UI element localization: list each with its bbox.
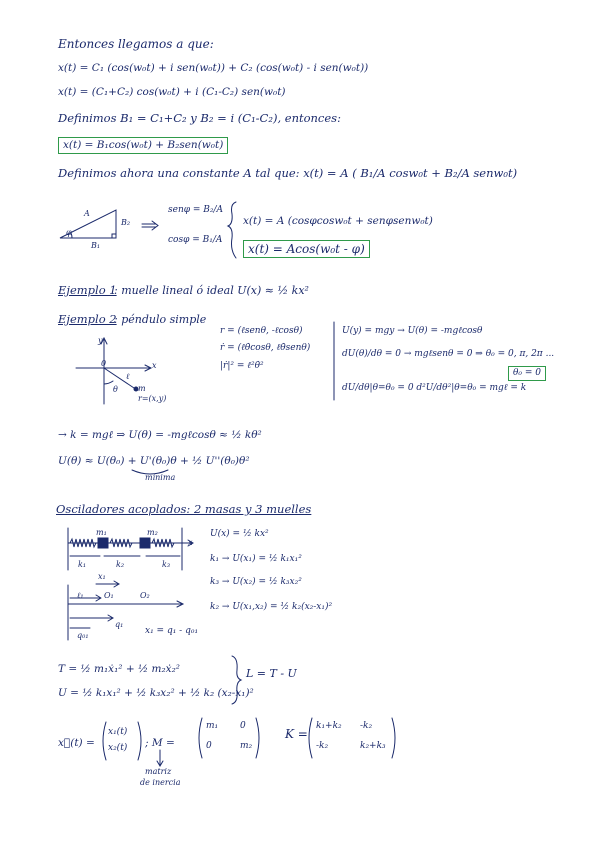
stiffness-matrix-k12: -k₂ [360,721,373,731]
pendulum-axis-x: x [152,361,157,370]
equation-xt-complex: x(t) = C₁ (cos(w₀t) + i sen(w₀t)) + C₂ (cos(w₀t) - i sen(w₀t)) [58,62,369,74]
spring-k2-potential: k₂ → U(x₁,x₂) = ½ k₂(x₂-x₁)² [210,602,333,612]
coordinate-label-q01: q₀₁ [77,631,89,640]
pendulum-angle-arc [104,381,113,384]
stiffness-matrix-label: K = [285,727,308,741]
boxed-equation-xt: x(t) = B₁cos(w₀t) + B₂sen(w₀t) [58,137,228,154]
velocity-vector: ṙ = (ℓθ̇cosθ, ℓθ̇senθ) [220,343,311,353]
pendulum-length-label: ℓ [126,372,130,381]
stiffness-matrix-k21: -k₂ [316,741,329,751]
example-2-text: : péndulo simple [114,313,207,326]
x-axis-arrow [182,540,193,546]
triangle-right-angle [112,234,116,238]
spring-k2-coil [110,539,132,547]
example-1-text: : muelle lineal ó ideal U(x) ≈ ½ kx² [114,284,309,297]
spring-k3-potential: k₃ → U(x₂) = ½ k₃x₂² [210,577,302,587]
q-arrow [70,615,113,621]
displacement-label-x1: x₁ [98,572,106,581]
pendulum-bob [134,387,138,391]
stiffness-matrix-k11: k₁+k₂ [316,721,342,731]
origin-label-o1: O₁ [104,591,114,600]
minima-note: mínima [145,473,176,482]
intro-line: Entonces llegamos a que: [58,37,214,51]
equation-k-mgl: → k = mgℓ ⇒ U(θ) = -mgℓcosθ ≈ ½ kθ² [58,429,262,441]
pendulum-rod [104,368,134,388]
coupled-oscillators-title: Osciladores acoplados: 2 masas y 3 muelles [56,502,312,516]
displacement-arrow [96,581,119,587]
definition-b1-b2: Definimos B₁ = C₁+C₂ y B₂ = i (C₁-C₂), entonces: [58,111,341,125]
taylor-expansion: U(θ) ≈ U(θ₀) + U'(θ₀)θ + ½ U''(θ₀)θ² [58,455,250,467]
right-triangle [60,210,116,238]
lagrangian-brace [232,656,241,704]
pendulum-x-axis [76,365,151,371]
triangle-label-b1: B₁ [91,241,101,250]
stiffness-left-paren [309,718,312,758]
kinetic-energy: T = ½ m₁ẋ₁² + ½ m₂ẋ₂² [58,663,180,675]
mass-block-m1 [98,538,108,548]
displacement-definition: x₁ = q₁ - q₀₁ [145,626,199,636]
example-1-title: Ejemplo 1 [58,283,117,297]
pendulum-position-label: r=(x,y) [138,394,167,403]
implies-arrow [142,221,158,230]
position-vector: r = (ℓsenθ, -ℓcosθ) [220,326,303,336]
reference-axis [68,601,183,607]
cos-phi-relation: cosφ = B₁/A [168,235,223,245]
equation-xt-phase-expanded: x(t) = A (cosφcosw₀t + senφsenw₀t) [243,215,433,227]
pendulum-y-axis [101,338,107,404]
triangle-label-phi: φ [66,228,72,237]
mass-left-paren [199,718,202,758]
pendulum-axis-y: y [98,336,103,345]
potential-energy-pendulum: U(y) = mgy → U(θ) = -mgℓcosθ [342,326,483,336]
curly-brace-phase [228,202,236,258]
xvec-right-paren [138,722,141,760]
triangle-label-a: A [84,209,90,218]
mass-matrix-m11: m₁ [206,721,219,731]
definition-constant-a: Definimos ahora una constante A tal que: x(t) = A ( B₁/A cosw₀t + B₂/A senw₀t) [58,166,518,180]
mass-matrix-m12: 0 [240,721,246,731]
sin-phi-relation: senφ = B₂/A [168,205,224,215]
pendulum-mass-label: m [138,384,146,393]
spring-label-k1: k₁ [78,560,87,569]
triangle-angle-arc [71,233,72,238]
triangle-label-b2: B₂ [121,218,131,227]
pendulum-angle-label: θ [113,385,118,394]
matrix-caption-arrow [157,750,163,766]
origin-label-o2: O₂ [140,591,150,600]
mass-matrix-m22: m₂ [240,741,253,751]
state-vector-label: x⃗(t) = [58,737,95,749]
spring-axis-x: x [188,538,193,547]
spring-label-k3: k₃ [162,560,171,569]
equation-xt-grouped: x(t) = (C₁+C₂) cos(w₀t) + i (C₁-C₂) sen(w₀t) [58,86,286,98]
minima-brace [132,470,168,474]
matrix-caption-line2: de inercia [140,778,181,787]
example-2-title: Ejemplo 2 [58,312,117,326]
stiffness-matrix-k22: k₂+k₃ [360,741,386,751]
mass-matrix-m21: 0 [206,741,212,751]
spring-potential-general: U(x) = ½ kx² [210,529,269,539]
spring-label-k2: k₂ [116,560,125,569]
xvec-left-paren [103,722,106,760]
velocity-squared: |ṙ|² = ℓ²θ̇² [220,361,264,371]
mass-block-m2 [140,538,150,548]
mass-matrix-label: ; M = [145,737,175,749]
second-derivative-condition: dU/dθ|θ=θ₀ = 0 d²U/dθ²|θ=θ₀ = mgℓ = k [342,383,527,393]
xvec-entry-1: x₁(t) [108,727,128,737]
potential-energy-total: U = ½ k₁x₁² + ½ k₃x₂² + ½ k₂ (x₂-x₁)² [58,687,254,699]
equilibrium-condition: dU(θ)/dθ = 0 → mgℓsenθ = 0 ⇒ θ₀ = 0, π, 2π ... [342,349,555,359]
spring-k3-coil [152,539,174,547]
coordinate-label-q1: q₁ [115,620,124,629]
mass-right-paren [256,718,259,758]
boxed-theta-zero: θ₀ = 0 [508,366,546,381]
stiffness-right-paren [392,718,395,758]
mass-label-m1: m₁ [96,528,107,537]
mass-label-m2: m₂ [147,528,158,537]
boxed-equation-xt-phase: x(t) = Acos(w₀t - φ) [243,240,370,258]
length-arrow [70,595,101,601]
spring-k1-potential: k₁ → U(x₁) = ½ k₁x₁² [210,554,302,564]
xvec-entry-2: x₂(t) [108,743,128,753]
length-label-l1: ℓ₁ [77,591,84,600]
pendulum-origin: 0 [101,359,107,368]
lagrangian: L = T - U [246,667,297,680]
matrix-caption-line1: matriz [145,767,172,776]
